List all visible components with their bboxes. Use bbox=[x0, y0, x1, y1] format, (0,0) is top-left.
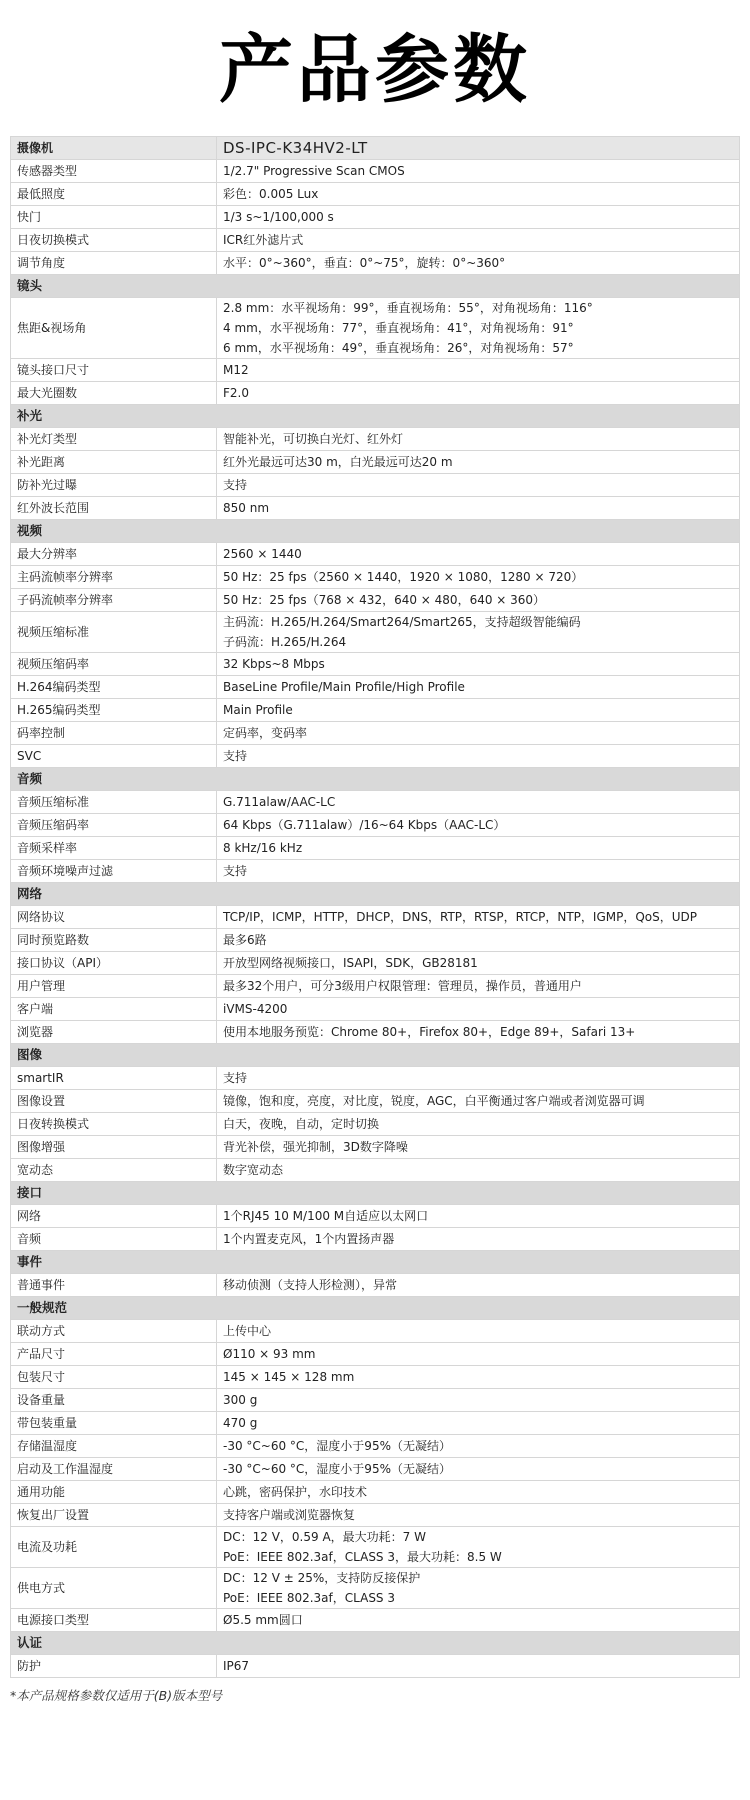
spec-label: 恢复出厂设置 bbox=[11, 1504, 217, 1527]
spec-value bbox=[217, 791, 740, 814]
spec-label: 最大分辨率 bbox=[11, 543, 217, 566]
spec-value-line: 定码率，变码率 bbox=[223, 726, 308, 740]
spec-value-line: Main Profile bbox=[223, 703, 293, 717]
spec-value-line: iVMS-4200 bbox=[223, 1002, 288, 1016]
section-header-row bbox=[11, 1297, 740, 1320]
spec-label: H.265编码类型 bbox=[11, 699, 217, 722]
spec-value bbox=[217, 229, 740, 252]
spec-value-line: ICR红外滤片式 bbox=[223, 233, 304, 247]
spec-value bbox=[217, 359, 740, 382]
spec-row bbox=[11, 860, 740, 883]
section-header-row bbox=[11, 520, 740, 543]
spec-row bbox=[11, 451, 740, 474]
spec-label: 通用功能 bbox=[11, 1481, 217, 1504]
spec-value-line: G.711alaw/AAC-LC bbox=[223, 795, 336, 809]
spec-value-line: PoE：IEEE 802.3af，CLASS 3 bbox=[223, 1591, 395, 1605]
spec-label: 防护 bbox=[11, 1655, 217, 1678]
spec-value-line: 50 Hz：25 fps（768 × 432，640 × 480，640 × 360） bbox=[223, 593, 546, 607]
spec-label: 音频压缩标准 bbox=[11, 791, 217, 814]
spec-value-line: 最多32个用户，可分3级用户权限管理：管理员，操作员，普通用户 bbox=[223, 979, 582, 993]
spec-value bbox=[217, 676, 740, 699]
spec-value bbox=[217, 1343, 740, 1366]
spec-value bbox=[217, 1136, 740, 1159]
section-title: 补光 bbox=[11, 405, 740, 428]
spec-value-line: 50 Hz：25 fps（2560 × 1440，1920 × 1080，1280 × 720） bbox=[223, 570, 584, 584]
spec-label: 子码流帧率分辨率 bbox=[11, 589, 217, 612]
section-title: 网络 bbox=[11, 883, 740, 906]
spec-row bbox=[11, 929, 740, 952]
section-title: 视频 bbox=[11, 520, 740, 543]
spec-label: 接口协议（API） bbox=[11, 952, 217, 975]
spec-label: 包装尺寸 bbox=[11, 1366, 217, 1389]
spec-row bbox=[11, 1320, 740, 1343]
spec-row bbox=[11, 1136, 740, 1159]
spec-value-line: 智能补光，可切换白光灯、红外灯 bbox=[223, 432, 404, 446]
model-label: 摄像机 bbox=[11, 137, 217, 160]
spec-label: 音频 bbox=[11, 1228, 217, 1251]
spec-value bbox=[217, 543, 740, 566]
spec-row bbox=[11, 1205, 740, 1228]
spec-value-line: 支持 bbox=[223, 864, 248, 878]
spec-value bbox=[217, 722, 740, 745]
spec-value bbox=[217, 1609, 740, 1632]
section-header-row bbox=[11, 1632, 740, 1655]
spec-value-line: 支持 bbox=[223, 1071, 248, 1085]
spec-value bbox=[217, 1435, 740, 1458]
spec-label: 音频压缩码率 bbox=[11, 814, 217, 837]
spec-label: 同时预览路数 bbox=[11, 929, 217, 952]
spec-row bbox=[11, 814, 740, 837]
spec-label: H.264编码类型 bbox=[11, 676, 217, 699]
spec-table-body bbox=[11, 137, 740, 1678]
spec-value-line: 145 × 145 × 128 mm bbox=[223, 1370, 355, 1384]
spec-row bbox=[11, 1655, 740, 1678]
spec-row bbox=[11, 160, 740, 183]
spec-value-line: 470 g bbox=[223, 1416, 258, 1430]
spec-value-line: 1/3 s~1/100,000 s bbox=[223, 210, 334, 224]
spec-label: 防补光过曝 bbox=[11, 474, 217, 497]
spec-row bbox=[11, 1504, 740, 1527]
spec-row bbox=[11, 1113, 740, 1136]
spec-value bbox=[217, 1274, 740, 1297]
spec-row bbox=[11, 1090, 740, 1113]
spec-label: 红外波长范围 bbox=[11, 497, 217, 520]
spec-label: 电流及功耗 bbox=[11, 1527, 217, 1568]
spec-value bbox=[217, 566, 740, 589]
spec-label: 带包装重量 bbox=[11, 1412, 217, 1435]
spec-value-line: 2.8 mm：水平视场角：99°，垂直视场角：55°，对角视场角：116° bbox=[223, 301, 593, 315]
spec-value bbox=[217, 183, 740, 206]
spec-value bbox=[217, 1205, 740, 1228]
spec-value-line: 主码流：H.265/H.264/Smart264/Smart265，支持超级智能编码 bbox=[223, 615, 581, 629]
spec-label: 日夜转换模式 bbox=[11, 1113, 217, 1136]
spec-row bbox=[11, 497, 740, 520]
section-title: 接口 bbox=[11, 1182, 740, 1205]
spec-row bbox=[11, 1021, 740, 1044]
spec-label: 电源接口类型 bbox=[11, 1609, 217, 1632]
spec-row bbox=[11, 252, 740, 275]
spec-value bbox=[217, 206, 740, 229]
spec-label: 产品尺寸 bbox=[11, 1343, 217, 1366]
spec-label: 普通事件 bbox=[11, 1274, 217, 1297]
spec-label: 启动及工作温湿度 bbox=[11, 1458, 217, 1481]
spec-value bbox=[217, 612, 740, 653]
spec-row bbox=[11, 1228, 740, 1251]
spec-value-line: 心跳，密码保护，水印技术 bbox=[223, 1485, 368, 1499]
spec-value bbox=[217, 428, 740, 451]
spec-value-line: 背光补偿，强光抑制，3D数字降噪 bbox=[223, 1140, 408, 1154]
spec-value bbox=[217, 589, 740, 612]
spec-row bbox=[11, 1458, 740, 1481]
spec-row bbox=[11, 474, 740, 497]
spec-value-line: PoE：IEEE 802.3af，CLASS 3，最大功耗：8.5 W bbox=[223, 1550, 502, 1564]
spec-label: 图像设置 bbox=[11, 1090, 217, 1113]
spec-value-line: Ø5.5 mm圆口 bbox=[223, 1613, 303, 1627]
spec-label: 传感器类型 bbox=[11, 160, 217, 183]
section-title: 一般规范 bbox=[11, 1297, 740, 1320]
spec-value-line: BaseLine Profile/Main Profile/High Profile bbox=[223, 680, 465, 694]
spec-value-line: -30 °C~60 °C，湿度小于95%（无凝结） bbox=[223, 1462, 451, 1476]
spec-row bbox=[11, 676, 740, 699]
model-row bbox=[11, 137, 740, 160]
spec-label: 音频环境噪声过滤 bbox=[11, 860, 217, 883]
spec-label: 浏览器 bbox=[11, 1021, 217, 1044]
section-header-row bbox=[11, 275, 740, 298]
spec-value bbox=[217, 1228, 740, 1251]
spec-value bbox=[217, 952, 740, 975]
spec-value bbox=[217, 1320, 740, 1343]
spec-value-line: 1个内置麦克风，1个内置扬声器 bbox=[223, 1232, 395, 1246]
spec-value bbox=[217, 1412, 740, 1435]
spec-row bbox=[11, 699, 740, 722]
spec-value-line: 使用本地服务预览：Chrome 80+，Firefox 80+，Edge 89+，Safari 13+ bbox=[223, 1025, 636, 1039]
spec-row bbox=[11, 791, 740, 814]
section-header-row bbox=[11, 405, 740, 428]
spec-row bbox=[11, 428, 740, 451]
spec-value bbox=[217, 160, 740, 183]
spec-row bbox=[11, 1609, 740, 1632]
section-title: 镜头 bbox=[11, 275, 740, 298]
spec-row bbox=[11, 1343, 740, 1366]
spec-value-line: 850 nm bbox=[223, 501, 270, 515]
spec-value-line: M12 bbox=[223, 363, 249, 377]
spec-value-line: 1/2.7" Progressive Scan CMOS bbox=[223, 164, 405, 178]
section-header-row bbox=[11, 1044, 740, 1067]
spec-value-line: 2560 × 1440 bbox=[223, 547, 302, 561]
spec-value-line: 数字宽动态 bbox=[223, 1163, 284, 1177]
spec-label: 图像增强 bbox=[11, 1136, 217, 1159]
spec-value bbox=[217, 998, 740, 1021]
spec-row bbox=[11, 1067, 740, 1090]
spec-value bbox=[217, 906, 740, 929]
spec-row bbox=[11, 1274, 740, 1297]
spec-value-line: F2.0 bbox=[223, 386, 249, 400]
spec-row bbox=[11, 975, 740, 998]
section-title: 音频 bbox=[11, 768, 740, 791]
spec-value-line: 支持 bbox=[223, 749, 248, 763]
spec-value bbox=[217, 382, 740, 405]
spec-value bbox=[217, 1159, 740, 1182]
spec-value-line: 白天，夜晚，自动，定时切换 bbox=[223, 1117, 380, 1131]
spec-value-line: TCP/IP，ICMP，HTTP，DHCP，DNS，RTP，RTSP，RTCP，NTP，IGMP，QoS，UDP bbox=[223, 910, 698, 924]
spec-value bbox=[217, 1458, 740, 1481]
spec-value-line: Ø110 × 93 mm bbox=[223, 1347, 316, 1361]
section-title: 事件 bbox=[11, 1251, 740, 1274]
spec-value bbox=[217, 1067, 740, 1090]
spec-value bbox=[217, 699, 740, 722]
spec-label: 网络协议 bbox=[11, 906, 217, 929]
section-title: 认证 bbox=[11, 1632, 740, 1655]
spec-row bbox=[11, 837, 740, 860]
spec-value bbox=[217, 451, 740, 474]
spec-value bbox=[217, 1655, 740, 1678]
spec-label: 联动方式 bbox=[11, 1320, 217, 1343]
spec-value-line: 32 Kbps~8 Mbps bbox=[223, 657, 325, 671]
spec-value-line: 移动侦测（支持人形检测），异常 bbox=[223, 1278, 398, 1292]
spec-row bbox=[11, 1481, 740, 1504]
section-header-row bbox=[11, 1182, 740, 1205]
section-header-row bbox=[11, 883, 740, 906]
spec-row bbox=[11, 1435, 740, 1458]
section-header-row bbox=[11, 1251, 740, 1274]
spec-value bbox=[217, 1090, 740, 1113]
spec-value bbox=[217, 1389, 740, 1412]
spec-label: 客户端 bbox=[11, 998, 217, 1021]
spec-value-line: 1个RJ45 10 M/100 M自适应以太网口 bbox=[223, 1209, 429, 1223]
spec-row bbox=[11, 229, 740, 252]
spec-row bbox=[11, 1366, 740, 1389]
spec-label: 镜头接口尺寸 bbox=[11, 359, 217, 382]
spec-label: 快门 bbox=[11, 206, 217, 229]
page-title: 产品参数 bbox=[219, 27, 531, 113]
spec-value bbox=[217, 975, 740, 998]
spec-label: 补光灯类型 bbox=[11, 428, 217, 451]
section-title: 图像 bbox=[11, 1044, 740, 1067]
spec-value bbox=[217, 497, 740, 520]
spec-row bbox=[11, 722, 740, 745]
spec-row bbox=[11, 382, 740, 405]
spec-value-line: 4 mm，水平视场角：77°，垂直视场角：41°，对角视场角：91° bbox=[223, 321, 574, 335]
spec-label: 视频压缩标准 bbox=[11, 612, 217, 653]
spec-value-line: 红外光最远可达30 m，白光最远可达20 m bbox=[223, 455, 453, 469]
spec-value bbox=[217, 814, 740, 837]
spec-value-line: 最多6路 bbox=[223, 933, 267, 947]
spec-value bbox=[217, 1481, 740, 1504]
spec-value-line: 300 g bbox=[223, 1393, 258, 1407]
spec-label: 设备重量 bbox=[11, 1389, 217, 1412]
spec-row bbox=[11, 1527, 740, 1568]
spec-row bbox=[11, 952, 740, 975]
spec-value-line: 开放型网络视频接口，ISAPI，SDK，GB28181 bbox=[223, 956, 478, 970]
section-header-row bbox=[11, 768, 740, 791]
spec-value-line: 64 Kbps（G.711alaw）/16~64 Kbps（AAC-LC） bbox=[223, 818, 506, 832]
spec-row bbox=[11, 998, 740, 1021]
spec-value-line: IP67 bbox=[223, 1659, 250, 1673]
spec-row bbox=[11, 183, 740, 206]
spec-value-line: 6 mm，水平视场角：49°，垂直视场角：26°，对角视场角：57° bbox=[223, 341, 574, 355]
spec-value bbox=[217, 252, 740, 275]
spec-label: 视频压缩码率 bbox=[11, 653, 217, 676]
spec-value bbox=[217, 1568, 740, 1609]
spec-label: 码率控制 bbox=[11, 722, 217, 745]
spec-row bbox=[11, 653, 740, 676]
spec-value bbox=[217, 1366, 740, 1389]
spec-value-line: 彩色：0.005 Lux bbox=[223, 187, 319, 201]
spec-value-line: 水平：0°~360°，垂直：0°~75°，旋转：0°~360° bbox=[223, 256, 506, 270]
spec-value-line: 支持 bbox=[223, 478, 248, 492]
spec-value-line: DC：12 V，0.59 A，最大功耗：7 W bbox=[223, 1530, 426, 1544]
spec-label: 最低照度 bbox=[11, 183, 217, 206]
spec-label: 最大光圈数 bbox=[11, 382, 217, 405]
spec-row bbox=[11, 543, 740, 566]
spec-label: 用户管理 bbox=[11, 975, 217, 998]
spec-value-line: 子码流：H.265/H.264 bbox=[223, 635, 347, 649]
spec-value bbox=[217, 1113, 740, 1136]
spec-label: 焦距&视场角 bbox=[11, 298, 217, 359]
spec-row bbox=[11, 298, 740, 359]
spec-value bbox=[217, 837, 740, 860]
spec-value-line: -30 °C~60 °C，湿度小于95%（无凝结） bbox=[223, 1439, 451, 1453]
spec-value-line: 8 kHz/16 kHz bbox=[223, 841, 303, 855]
spec-label: 供电方式 bbox=[11, 1568, 217, 1609]
spec-value-line: 上传中心 bbox=[223, 1324, 272, 1338]
spec-label: 补光距离 bbox=[11, 451, 217, 474]
spec-label: 调节角度 bbox=[11, 252, 217, 275]
spec-label: 主码流帧率分辨率 bbox=[11, 566, 217, 589]
spec-row bbox=[11, 1389, 740, 1412]
model-value: DS-IPC-K34HV2-LT bbox=[217, 137, 740, 160]
spec-value bbox=[217, 653, 740, 676]
spec-table bbox=[10, 136, 740, 1678]
spec-value bbox=[217, 929, 740, 952]
spec-label: 日夜切换模式 bbox=[11, 229, 217, 252]
footnote: *本产品规格参数仅适用于(B)版本型号 bbox=[10, 1688, 223, 1703]
spec-value bbox=[217, 1021, 740, 1044]
spec-label: 存储温湿度 bbox=[11, 1435, 217, 1458]
spec-value-line: 镜像，饱和度，亮度，对比度，锐度，AGC，白平衡通过客户端或者浏览器可调 bbox=[223, 1094, 645, 1108]
spec-row bbox=[11, 589, 740, 612]
spec-label: SVC bbox=[11, 745, 217, 768]
spec-row bbox=[11, 612, 740, 653]
spec-value bbox=[217, 298, 740, 359]
spec-value-line: DC：12 V ± 25%，支持防反接保护 bbox=[223, 1571, 421, 1585]
spec-row bbox=[11, 1412, 740, 1435]
spec-row bbox=[11, 1159, 740, 1182]
spec-row bbox=[11, 906, 740, 929]
spec-row bbox=[11, 566, 740, 589]
spec-value bbox=[217, 745, 740, 768]
spec-value-line: 支持客户端或浏览器恢复 bbox=[223, 1508, 356, 1522]
spec-label: 音频采样率 bbox=[11, 837, 217, 860]
spec-value bbox=[217, 1504, 740, 1527]
spec-label: 宽动态 bbox=[11, 1159, 217, 1182]
spec-value bbox=[217, 474, 740, 497]
spec-row bbox=[11, 745, 740, 768]
spec-row bbox=[11, 206, 740, 229]
spec-value bbox=[217, 860, 740, 883]
spec-value bbox=[217, 1527, 740, 1568]
spec-row bbox=[11, 1568, 740, 1609]
spec-label: smartIR bbox=[11, 1067, 217, 1090]
spec-label: 网络 bbox=[11, 1205, 217, 1228]
spec-row bbox=[11, 359, 740, 382]
